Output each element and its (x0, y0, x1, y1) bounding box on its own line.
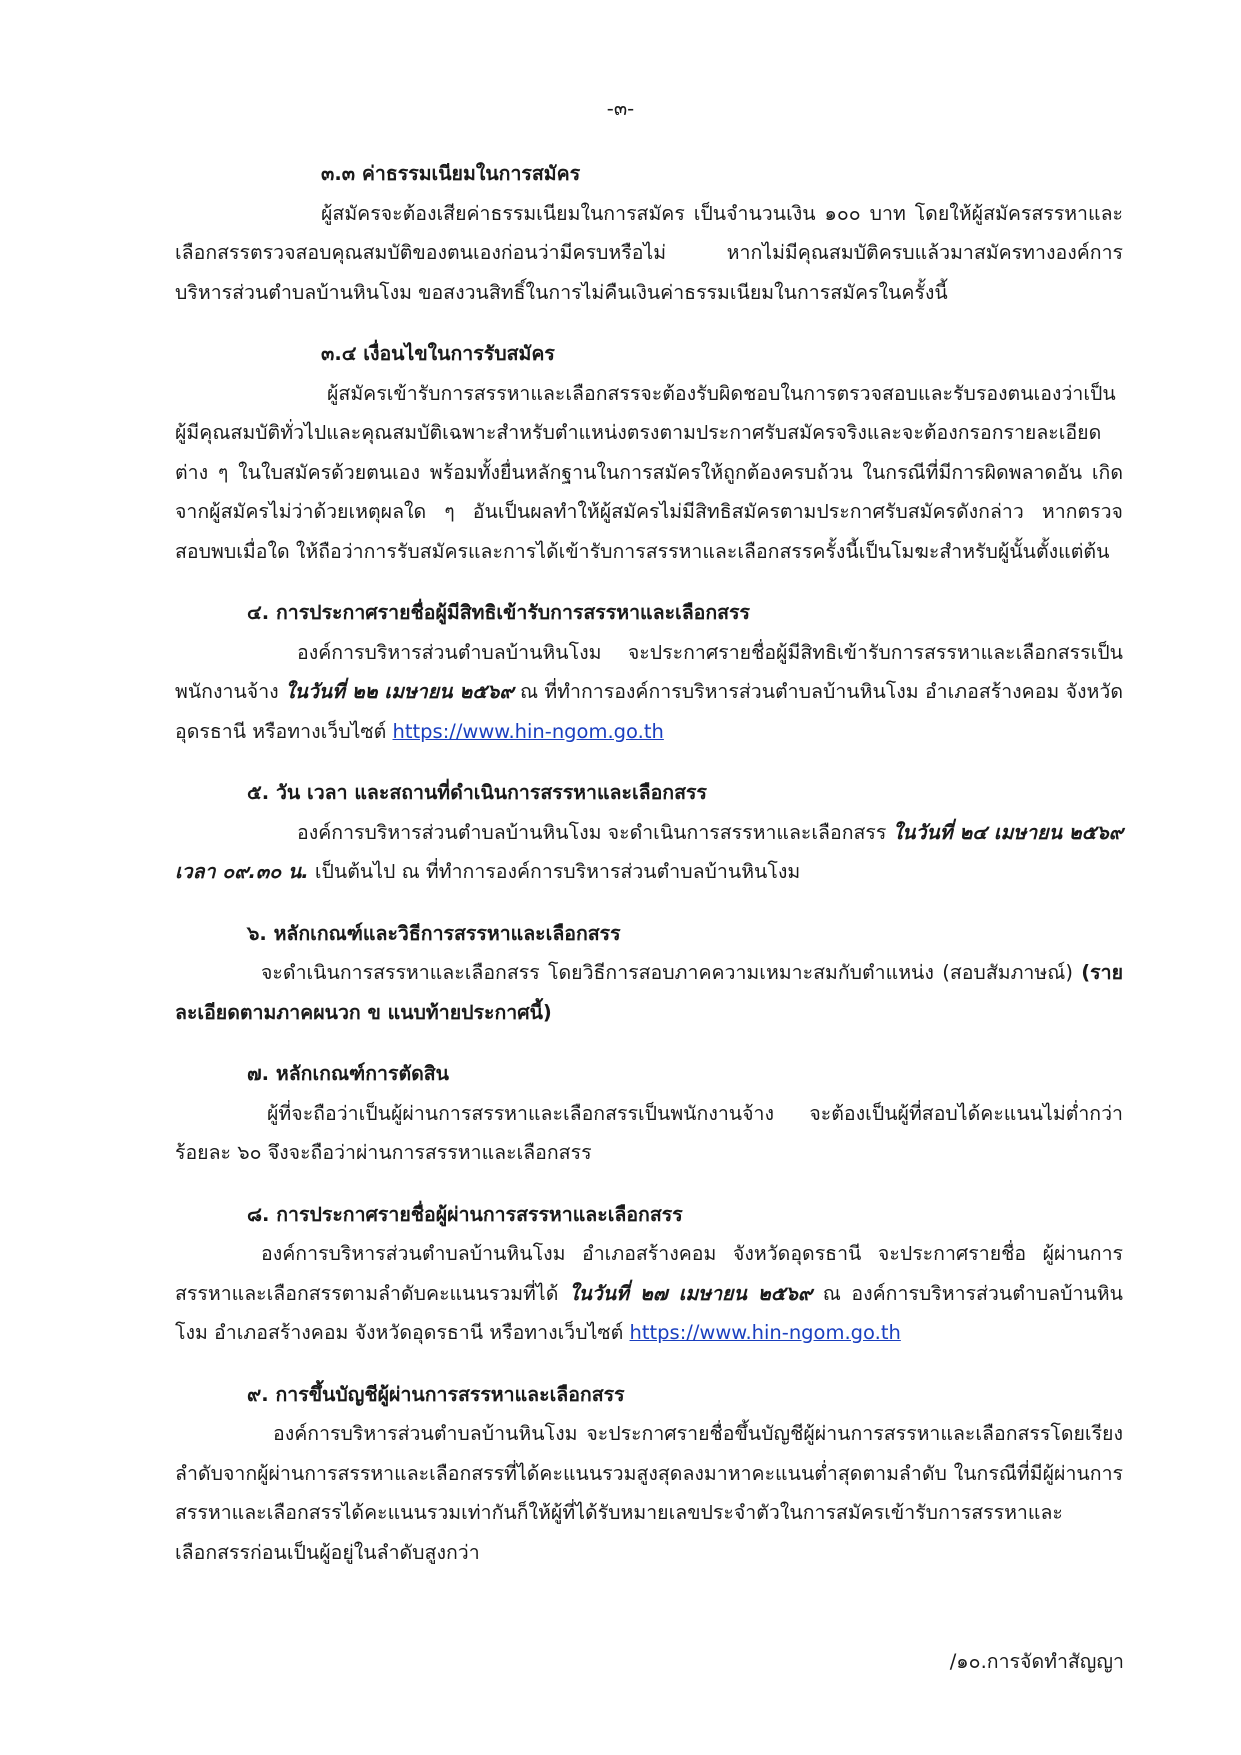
section-text-3-3 (175, 194, 1123, 313)
text-run: ณ ที่ทำการองค์การบริหารส่วนตำบลบ้านหินโงม อำเภอสร้างคอม จังหวัดอุดรธานี หรือทางเว็บไซต์ (175, 680, 1123, 743)
text-run: ณ องค์การบริหารส่วนตำบลบ้านหินโงม อำเภอสร้างคอม จังหวัดอุดรธานี หรือทางเว็บไซต์ (175, 1281, 1123, 1344)
page-number: -๓- (606, 97, 635, 120)
section-text-6 (175, 953, 1123, 1032)
document-body (175, 154, 1123, 1572)
text-run: ผู้สมัครเข้ารับการสรรหาและเลือกสรรจะต้องรับผิดชอบในการตรวจสอบและรับรองตนเองว่าเป็นผู้มีคุณสมบัติทั่วไปและคุณสมบัติเฉพาะสำหรับตำแหน่งตรงตามประกาศรับสมัครจริงและจะต้องกรอกรายละเอียดต่าง ๆ ในใบสมัครด้วยตนเอง พร้อมทั้งยื่นหลักฐานในการสมัครให้ถูกต้องครบถ้วน ในกรณีที่มีการผิดพลาดอัน เกิดจากผู้สมัครไม่ว่าด้วยเหตุผลใด ๆ อันเป็นผลทำให้ผู้สมัครไม่มีสิทธิสมัครตามประกาศรับสมัครดังกล่าว หากตรวจสอบพบเมื่อใด ให้ถือว่าการรับสมัครและการได้เข้ารับการสรรหาและเลือกสรรครั้งนี้เป็นโมฆะสำหรับผู้นั้นตั้งแต่ต้น (175, 381, 1123, 563)
text-run: ผู้สมัครจะต้องเสียค่าธรรมเนียมในการสมัคร เป็นจำนวนเงิน ๑๐๐ บาท โดยให้ผู้สมัครสรรหาและเลือกสรรตรวจสอบคุณสมบัติของตนเองก่อนว่ามีครบหรือไม่ หากไม่มีคุณสมบัติครบแล้วมาสมัครทางองค์การบริหารส่วนตำบลบ้านหินโงม ขอสงวนสิทธิ์ในการไม่คืนเงินค่าธรรมเนียมในการสมัครในครั้งนี้ (175, 201, 1123, 304)
next-page-reference: /๑๐.การจัดทำสัญญา (949, 1650, 1124, 1673)
text-run: องค์การบริหารส่วนตำบลบ้านหินโงม จะประกาศรายชื่อผู้มีสิทธิเข้ารับการสรรหาและเลือกสรรเป็นพนักงานจ้าง (175, 640, 1123, 703)
website-link[interactable]: https://www.hin-ngom.go.th (629, 1321, 901, 1344)
text-run: องค์การบริหารส่วนตำบลบ้านหินโงม อำเภอสร้างคอม จังหวัดอุดรธานี จะประกาศรายชื่อ ผู้ผ่านการสรรหาและเลือกสรรตามลำดับคะแนนรวมที่ได้ (175, 1242, 1123, 1305)
section-heading-3-4: ๓.๔ เงื่อนไขในการรับสมัคร (321, 342, 555, 365)
text-run: ผู้ที่จะถือว่าเป็นผู้ผ่านการสรรหาและเลือกสรรเป็นพนักงานจ้าง จะต้องเป็นผู้ที่สอบได้คะแนนไม่ต่ำกว่าร้อยละ ๖๐ จึงจะถือว่าผ่านการสรรหาและเลือกสรร (175, 1101, 1123, 1164)
text-run: จะดำเนินการสรรหาและเลือกสรร โดยวิธีการสอบภาคความเหมาะสมกับตำแหน่ง (สอบสัมภาษณ์) (261, 961, 1082, 984)
section-heading-5: ๕. วัน เวลา และสถานที่ดำเนินการสรรหาและเลือกสรร (247, 781, 707, 804)
section-heading-7: ๗. หลักเกณฑ์การตัดสิน (247, 1062, 450, 1085)
section-heading-8: ๘. การประกาศรายชื่อผู้ผ่านการสรรหาและเลือกสรร (247, 1202, 683, 1226)
section-heading-3-3: ๓.๓ ค่าธรรมเนียมในการสมัคร (321, 162, 581, 185)
text-run: องค์การบริหารส่วนตำบลบ้านหินโงม จะประกาศรายชื่อขึ้นบัญชีผู้ผ่านการสรรหาและเลือกสรรโดยเรียงลำดับจากผู้ผ่านการสรรหาและเลือกสรรที่ได้คะแนนรวมสูงสุดลงมาหาคะแนนต่ำสุดตามลำดับ ในกรณีที่มีผู้ผ่านการสรรหาและเลือกสรรได้คะแนนรวมเท่ากันก็ให้ผู้ที่ได้รับหมายเลขประจำตัวในการสมัครเข้ารับการสรรหาและเลือกสรรก่อนเป็นผู้อยู่ในลำดับสูงกว่า (175, 1422, 1123, 1564)
section-text-8 (175, 1234, 1123, 1353)
section-text-3-4 (175, 374, 1123, 572)
section-heading-4: ๔. การประกาศรายชื่อผู้มีสิทธิเข้ารับการสรรหาและเลือกสรร (247, 601, 751, 624)
text-run: เป็นต้นไป ณ ที่ทำการองค์การบริหารส่วนตำบลบ้านหินโงม (308, 860, 801, 883)
section-text-5 (175, 813, 1123, 892)
section-text-7 (175, 1094, 1123, 1173)
date-emphasis: ในวันที่ ๒๔ เมษายน ๒๕๖๙ เวลา ๐๙.๓๐ น. (175, 820, 1123, 883)
date-emphasis: ในวันที่ ๒๒ เมษายน ๒๕๖๙ (284, 680, 514, 703)
section-heading-6: ๖. หลักเกณฑ์และวิธีการสรรหาและเลือกสรร (247, 921, 621, 945)
date-emphasis: ในวันที่ ๒๗ เมษายน ๒๕๖๙ (568, 1281, 813, 1305)
section-text-4 (175, 633, 1123, 752)
section-heading-9: ๙. การขึ้นบัญชีผู้ผ่านการสรรหาและเลือกสรร (247, 1382, 625, 1406)
text-run: องค์การบริหารส่วนตำบลบ้านหินโงม จะดำเนินการสรรหาและเลือกสรร (297, 820, 893, 844)
website-link[interactable]: https://www.hin-ngom.go.th (392, 719, 664, 743)
appendix-note: (รายละเอียดตามภาคผนวก ข แนบท้ายประกาศนี้) (175, 961, 1123, 1024)
section-text-9 (175, 1414, 1123, 1572)
